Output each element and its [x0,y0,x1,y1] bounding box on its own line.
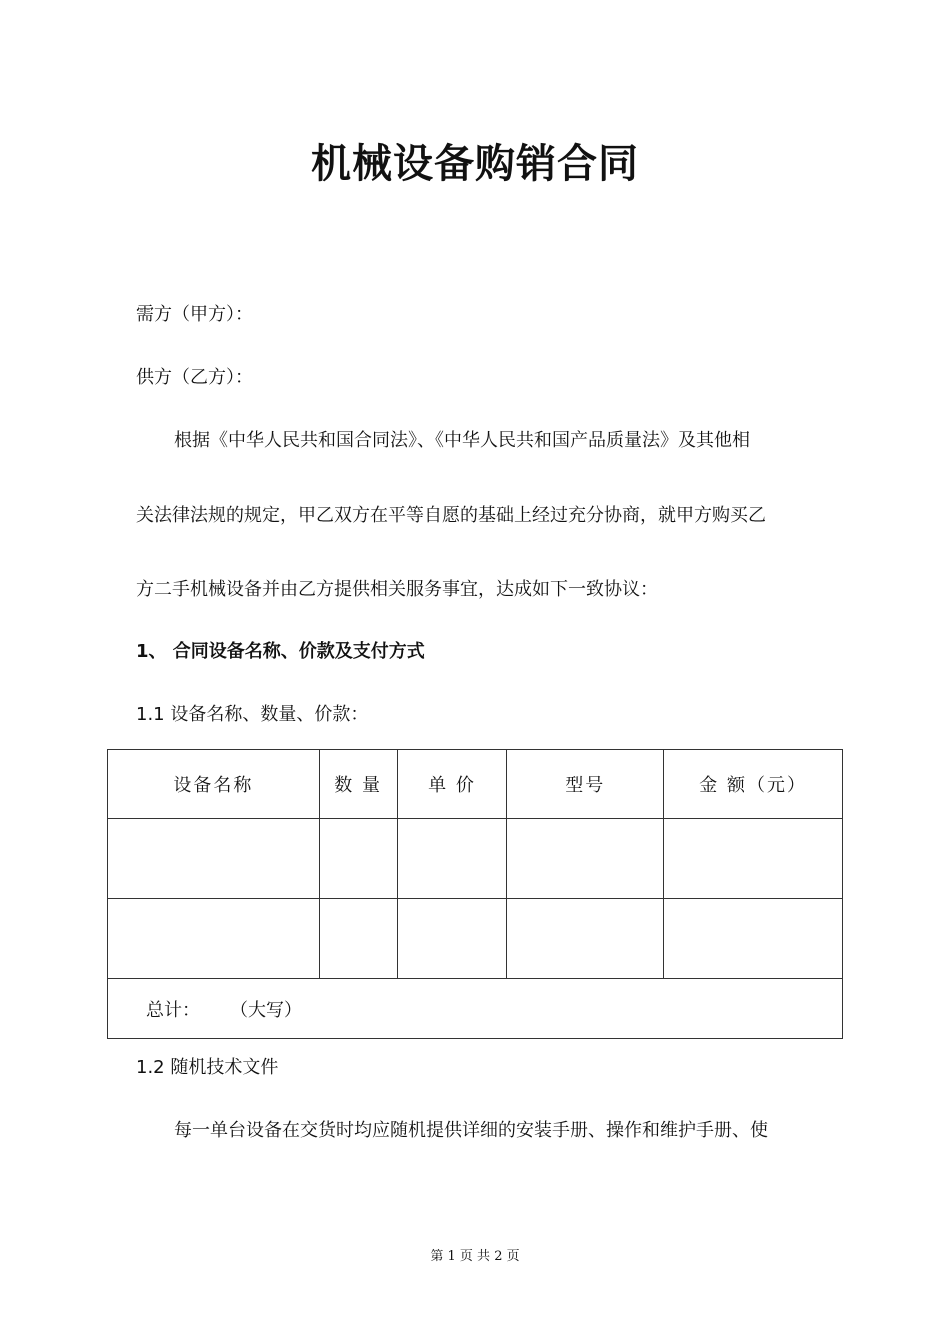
table-cell [319,899,397,979]
section-1-2-heading: 1.2 随机技术文件 [136,1057,279,1078]
section-1-heading: 1、 合同设备名称、价款及支付方式 [136,641,425,662]
header-equipment-name: 设备名称 [108,750,320,819]
section-1-2-text: 每一单台设备在交货时均应随机提供详细的安装手册、操作和维护手册、使 [174,1120,768,1141]
seller-label: 供方（乙方）： [136,367,253,388]
table-cell [664,899,843,979]
header-quantity: 数 量 [319,750,397,819]
equipment-table [107,749,843,1039]
header-model: 型号 [507,750,664,819]
document-title: 机械设备购销合同 [311,141,639,187]
table-header-row [108,750,843,819]
table-cell [664,819,843,899]
intro-line-2: 关法律法规的规定，甲乙双方在平等自愿的基础上经过充分协商，就甲方购买乙 [136,505,766,526]
header-amount: 金 额（元） [664,750,843,819]
table-cell [507,819,664,899]
total-capital-label: （大写） [230,999,302,1021]
table-row [108,899,843,979]
buyer-label: 需方（甲方）： [136,304,253,325]
section-1-1-heading: 1.1 设备名称、数量、价款： [136,704,369,725]
table-cell [108,899,320,979]
header-unit-price: 单 价 [397,750,507,819]
table-total-row [108,979,843,1039]
intro-line-3: 方二手机械设备并由乙方提供相关服务事宜，达成如下一致协议： [136,579,658,600]
table-row [108,819,843,899]
table-cell [108,819,320,899]
total-cell [108,979,843,1039]
table-cell [397,819,507,899]
page-footer: 第 1 页 共 2 页 [430,1249,520,1264]
table-cell [507,899,664,979]
intro-line-1: 根据《中华人民共和国合同法》、《中华人民共和国产品质量法》及其他相 [174,430,750,451]
total-label: 总计： [146,999,200,1021]
table-cell [397,899,507,979]
table-cell [319,819,397,899]
